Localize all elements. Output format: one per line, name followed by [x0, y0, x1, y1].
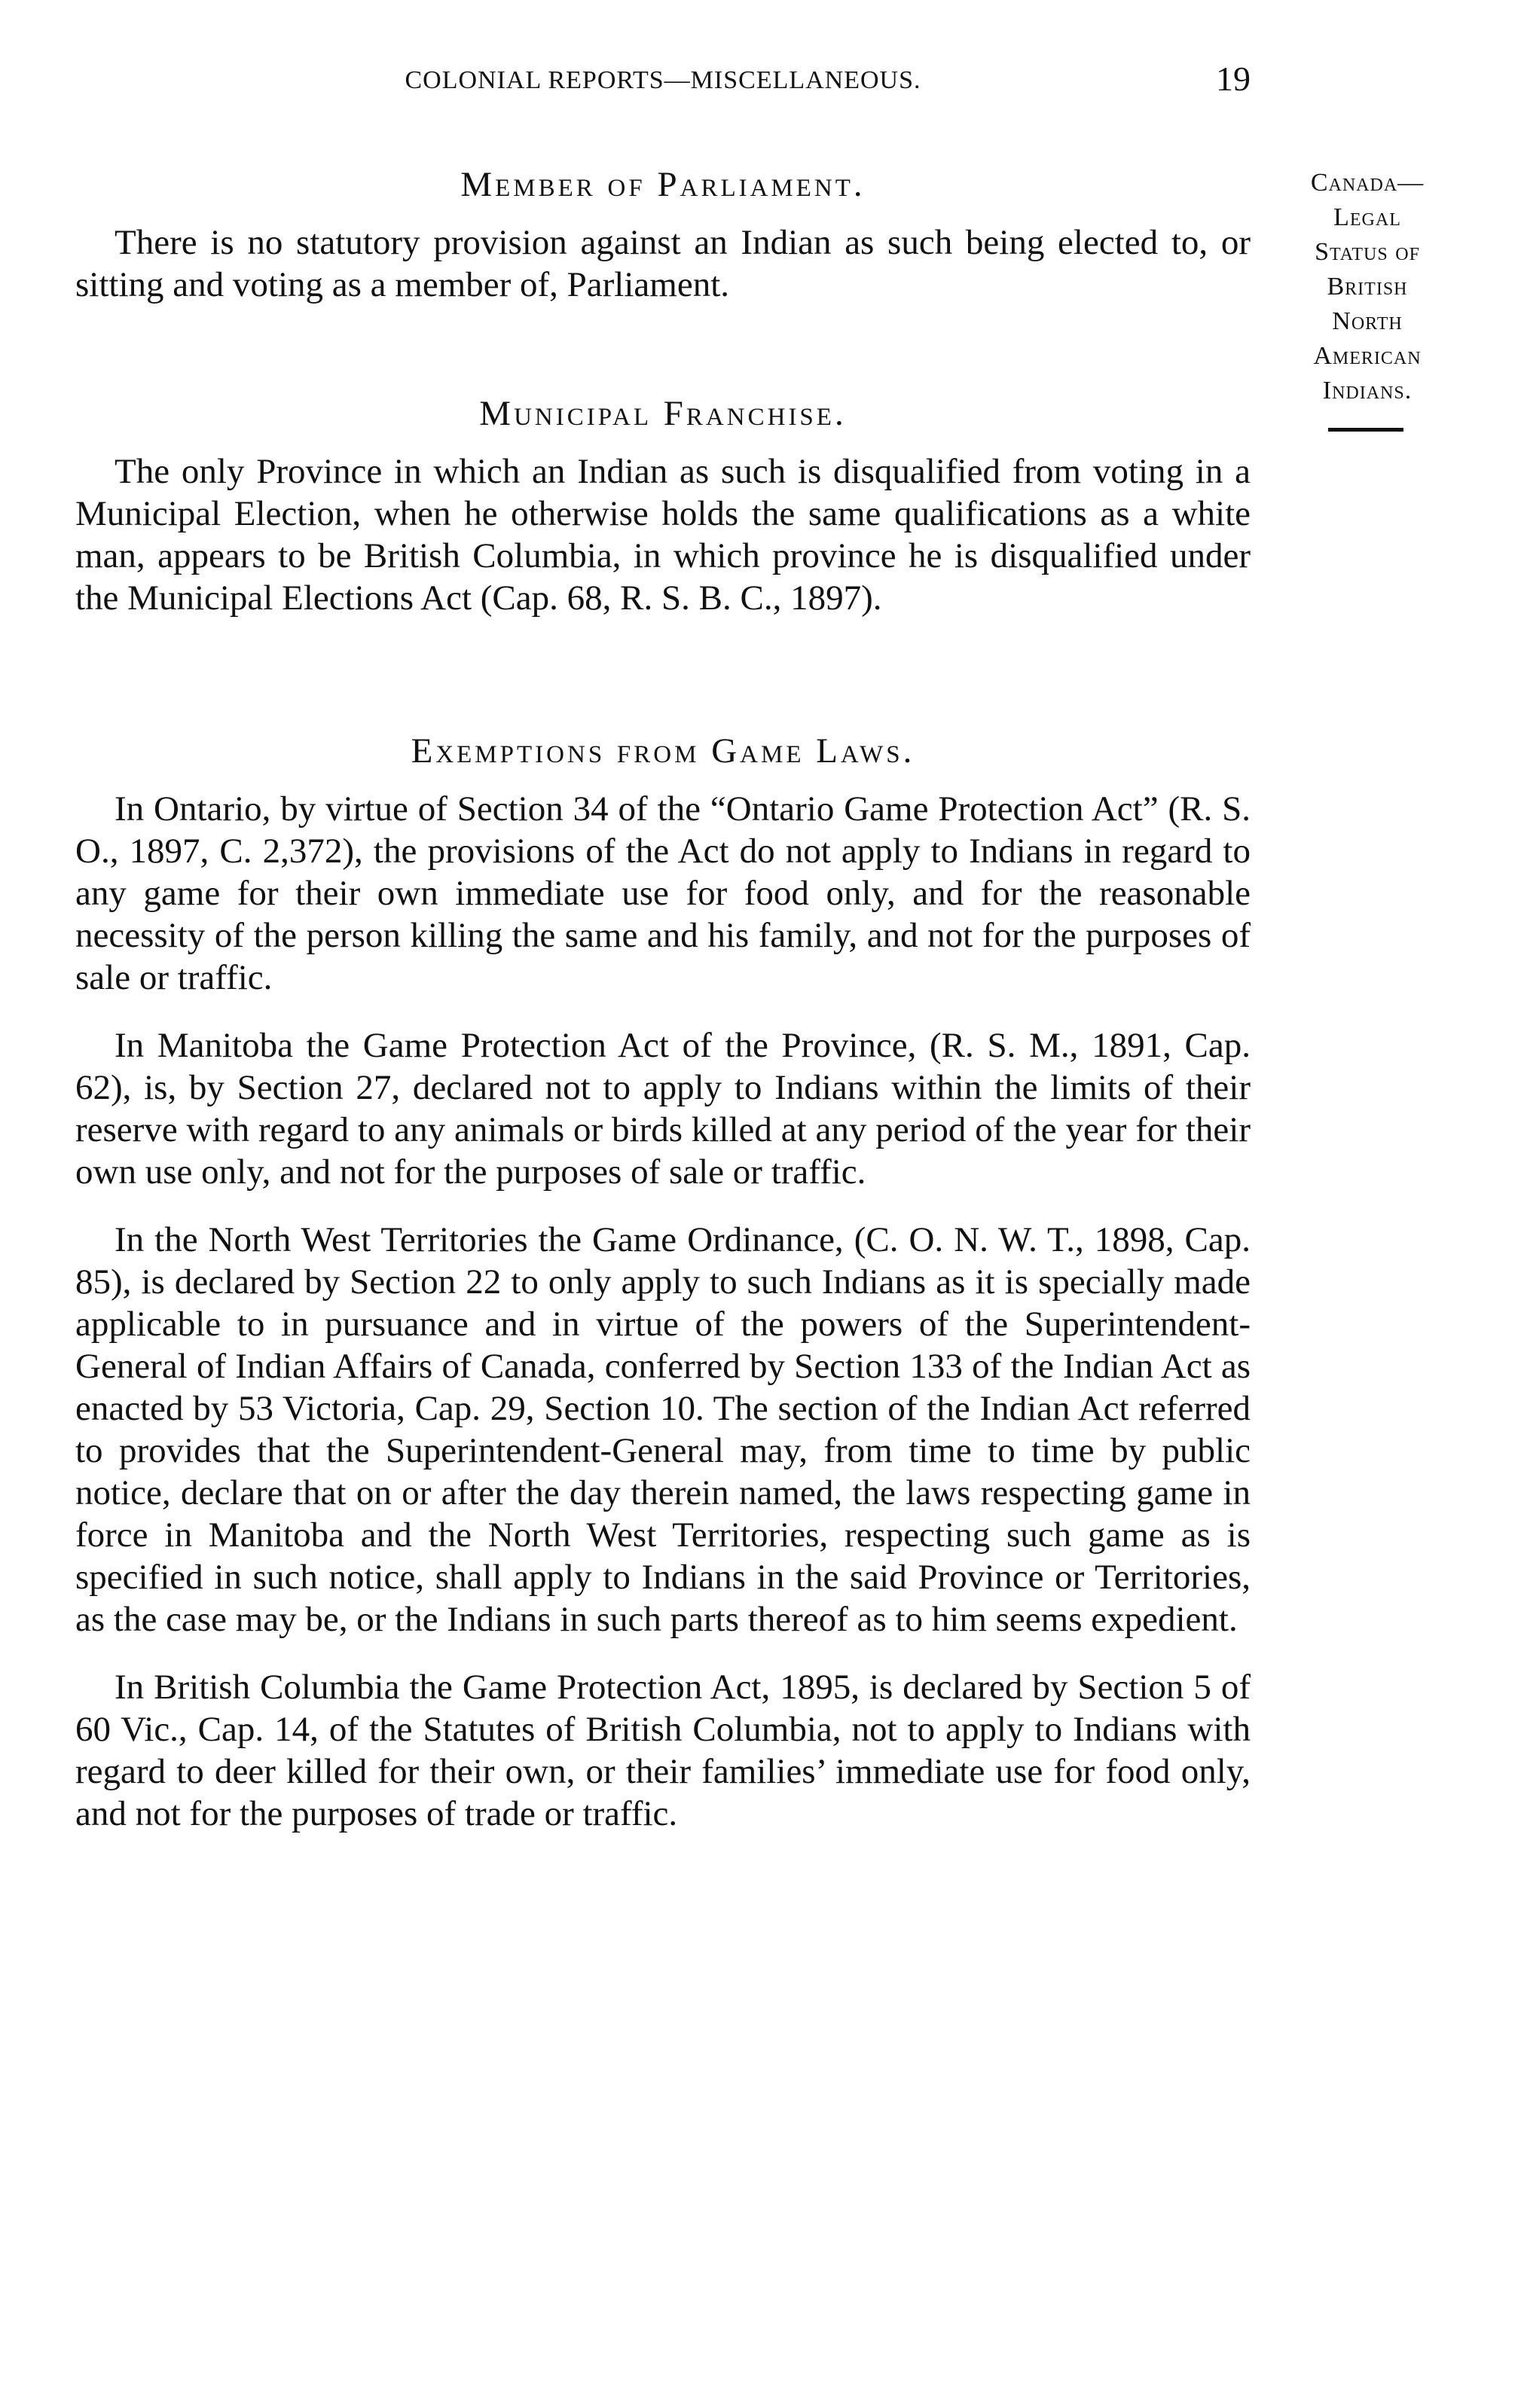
margin-note-rule — [1328, 428, 1403, 432]
paragraph-ontario: In Ontario, by virtue of Section 34 of the “Ontario Game Protection Act” (R. S. O., 1897, C. 2,372), the provisions of the Act do not apply to Indians in regard to any game for their own immediate use for food only, and for the reasonable necessity of the person killing the same and his family, and not for the purposes of sale or traffic. — [75, 789, 1251, 997]
paragraph: The only Province in which an Indian as such is disqualified from voting in a Municipal Election, when he otherwise holds the same qualifications as a white man, appears to be British Columbia, in which province he is disqualified under the Municipal Elections Act (Cap. 68, R. S. B. C., 1897). — [75, 452, 1251, 618]
margin-note-line: Legal — [1333, 203, 1401, 231]
margin-note-line: Indians. — [1322, 377, 1413, 404]
paragraph-north-west-territories: In the North West Territories the Game Ordinance, (C. O. N. W. T., 1898, Cap. 85), is declared by Section 22 to only apply to such Indians as it is specially made applicable to in pursuance and in virtue of the powers of the Superintendent-General of Indian Affairs of Canada, conferred by Section 133 of the Indian Act as enacted by 53 Victoria, Cap. 29, Section 10. The section of the Indian Act referred to provides that the Superintendent-General may, from time to time by public notice, declare that on or after the day therein named, the laws respecting game in force in Manitoba and the North West Territories, respecting such game as is specified in such notice, shall apply to Indians in the said Province or Territories, as the case may be, or the Indians in such parts thereof as to him seems expedient. — [75, 1220, 1251, 1639]
margin-note-line: Canada— — [1310, 169, 1425, 197]
paragraph-british-columbia: In British Columbia the Game Protection Act, 1895, is declared by Section 5 of 60 Vic., Cap. 14, of the Statutes of British Columbia, not to apply to Indians with regard to deer killed for their own, or their families’ immediate use for food only, and not for the purposes of trade or traffic. — [75, 1668, 1251, 1833]
margin-note-line: Status of — [1315, 238, 1420, 266]
margin-note-line: American — [1313, 342, 1422, 370]
margin-note — [1277, 166, 1458, 408]
section-heading: Member of Parliament. — [460, 165, 866, 204]
running-header — [75, 59, 1251, 111]
section-member-of-parliament — [75, 164, 1251, 306]
margin-note-line: British — [1327, 273, 1408, 301]
paragraph-manitoba: In Manitoba the Game Protection Act of the Province, (R. S. M., 1891, Cap. 62), is, by Section 27, declared not to apply to Indians within the limits of their reserve with regard to any animals or birds killed at any period of the year for their own use only, and not for the purposes of sale or traffic. — [75, 1026, 1251, 1192]
section-heading: Municipal Franchise. — [479, 394, 847, 433]
section-municipal-franchise — [75, 393, 1251, 619]
page-number: 19 — [1216, 60, 1251, 98]
margin-note-line: North — [1332, 307, 1403, 335]
section-heading: Exemptions from Game Laws. — [411, 731, 915, 771]
section-game-law-exemptions — [75, 731, 1251, 1835]
running-title: COLONIAL REPORTS—MISCELLANEOUS. — [405, 66, 921, 94]
paragraph: There is no statutory provision against an Indian as such being elected to, or sitting and voting as a member of, Parliament. — [75, 223, 1251, 304]
page-body — [75, 164, 1251, 1835]
